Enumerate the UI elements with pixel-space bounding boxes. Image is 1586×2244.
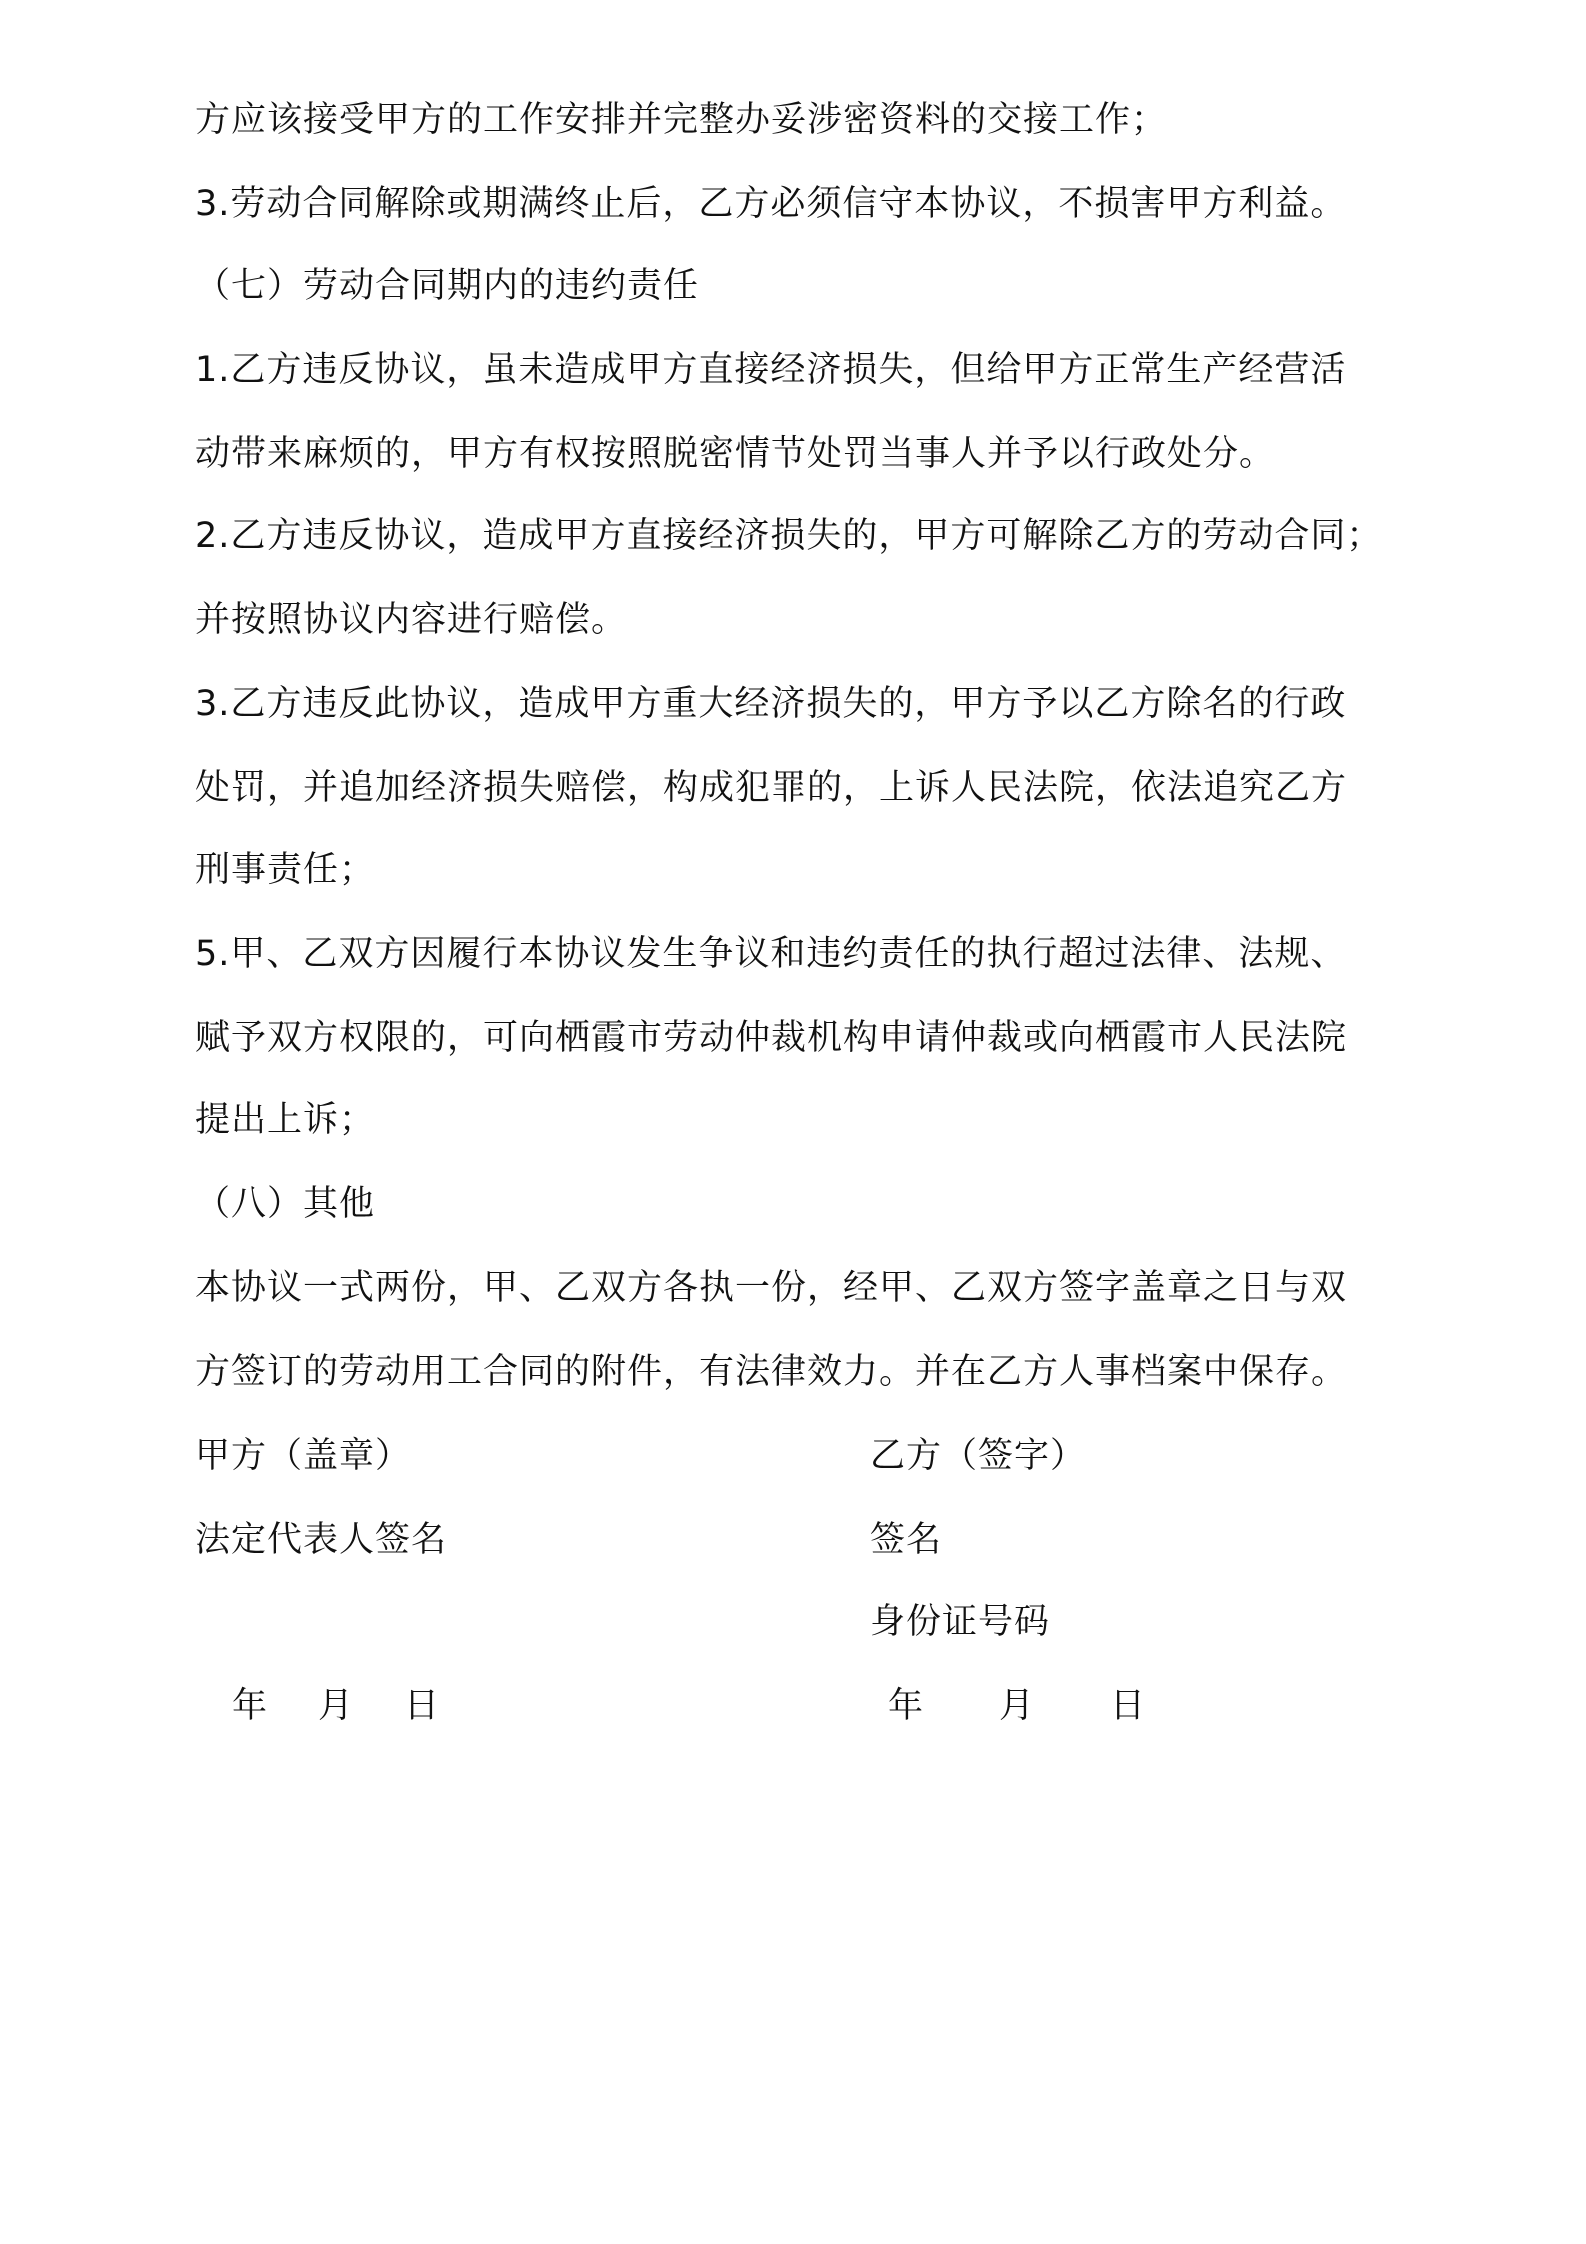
party-b-sign-label: 乙方（签字） <box>870 1436 1087 1476</box>
party-a-seal-label: 甲方（盖章） <box>195 1436 412 1476</box>
paragraph-line: 动带来麻烦的，甲方有权按照脱密情节处罚当事人并予以行政处分。 <box>195 434 1276 474</box>
date-day: 日 <box>1110 1686 1147 1726</box>
date-year: 年 <box>888 1686 925 1726</box>
date-year: 年 <box>232 1686 269 1726</box>
date-month: 月 <box>999 1686 1036 1726</box>
paragraph-line: 处罚，并追加经济损失赔偿，构成犯罪的，上诉人民法院，依法追究乙方 <box>195 768 1348 808</box>
paragraph-line: 1.乙方违反协议，虽未造成甲方直接经济损失，但给甲方正常生产经营活 <box>195 350 1347 390</box>
paragraph-line: 2.乙方违反协议，造成甲方直接经济损失的，甲方可解除乙方的劳动合同； <box>195 516 1383 556</box>
party-a-date <box>232 1682 440 1730</box>
date-month: 月 <box>318 1686 355 1726</box>
section-heading: （八）其他 <box>195 1184 376 1224</box>
paragraph-line: 刑事责任； <box>195 850 376 890</box>
paragraph-line: 方应该接受甲方的工作安排并完整办妥涉密资料的交接工作； <box>195 100 1168 140</box>
paragraph-line: 本协议一式两份，甲、乙双方各执一份，经甲、乙双方签字盖章之日与双 <box>195 1268 1348 1308</box>
section-heading: （七）劳动合同期内的违约责任 <box>195 266 700 306</box>
paragraph-line: 赋予双方权限的，可向栖霞市劳动仲裁机构申请仲裁或向栖霞市人民法院 <box>195 1018 1348 1058</box>
paragraph-line: 5.甲、乙双方因履行本协议发生争议和违约责任的执行超过法律、法规、 <box>195 934 1347 974</box>
legal-rep-sign-label: 法定代表人签名 <box>195 1520 448 1560</box>
paragraph-line: 方签订的劳动用工合同的附件，有法律效力。并在乙方人事档案中保存。 <box>195 1352 1348 1392</box>
date-day: 日 <box>404 1686 441 1726</box>
paragraph-line: 3.乙方违反此协议，造成甲方重大经济损失的，甲方予以乙方除名的行政 <box>195 684 1347 724</box>
paragraph-line: 提出上诉； <box>195 1100 376 1140</box>
id-number-label: 身份证号码 <box>870 1602 1051 1642</box>
sign-label: 签名 <box>870 1520 943 1560</box>
paragraph-line: 并按照协议内容进行赔偿。 <box>195 600 628 640</box>
party-b-date <box>888 1682 1146 1730</box>
paragraph-line: 3.劳动合同解除或期满终止后，乙方必须信守本协议，不损害甲方利益。 <box>195 184 1347 224</box>
